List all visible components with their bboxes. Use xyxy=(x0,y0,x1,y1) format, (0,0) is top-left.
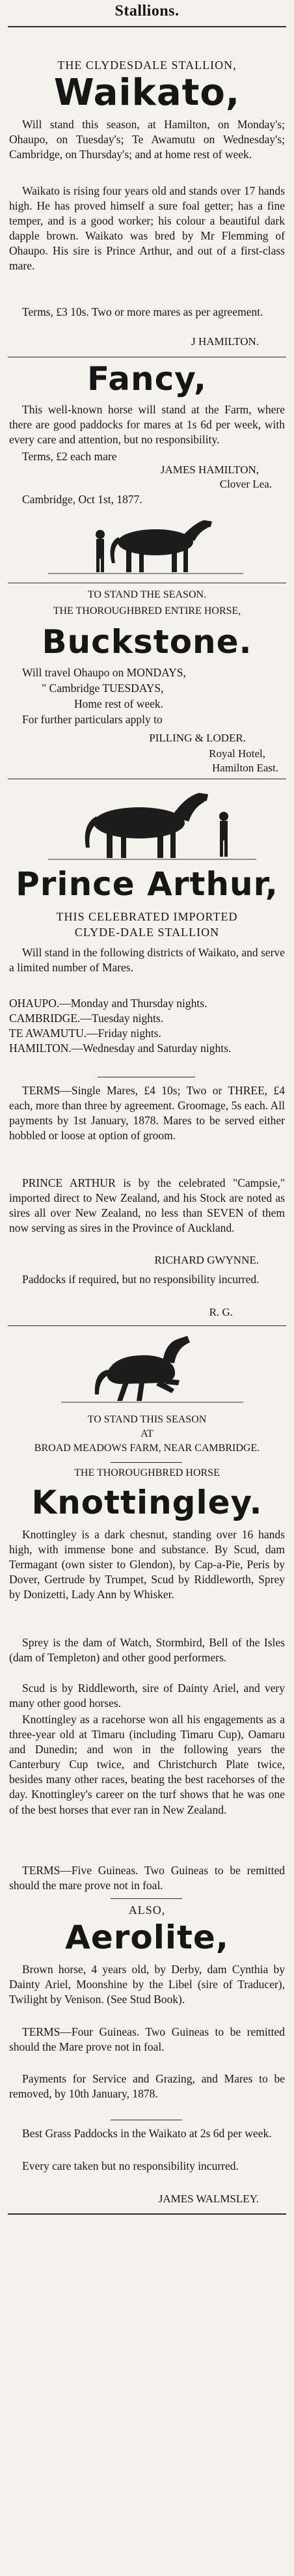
knottingley-terms: TERMS—Five Guineas. Two Guineas to be remitted should the mare prove not in foal. xyxy=(9,1864,285,1892)
prince-arthur-paragraph-2: PRINCE ARTHUR is by the celebrated "Campsie," imported direct to New Zealand, and his Stock are noted as sires all over New Zealand, no less than SEVEN of them now serving as sires in the Province of Auckland. xyxy=(9,1176,285,1235)
section-header: Stallions. xyxy=(114,3,180,20)
waikato-intro: THE CLYDESDALE STALLION, xyxy=(57,59,237,72)
buckstone-signature: PILLING & LODER. xyxy=(149,732,246,744)
knottingley-paragraph-4: Knottingley as a racehorse won all his engagements as a three-year old at Timaru (including Timaru Cup), Oamaru and Dunedin; and won in the following years the Canterbury Cup twice, and Christchurch Plate twice, besides many other races, beating the best racehorses of the day. Knottingley's career on the turf shows that he was one of the best horses that ever ran in New Zealand. xyxy=(9,1713,285,1816)
divider xyxy=(8,2213,286,2215)
horse-with-groom-illustration xyxy=(9,511,285,576)
divider xyxy=(111,1462,182,1463)
buckstone-title: Buckstone. xyxy=(42,623,252,661)
knottingley-paragraph-1: Knottingley is a dark chesnut, standing over 16 hands high, with immense bone and substance. By Scud, dam Termagant (own sister to Glendon), by Cap-a-Pie, Peris by Dover, Gertrude by Trumpet, Scud by Riddleworth, Sprey by Donizetti, Lady Ann by Whisker. xyxy=(9,1528,285,1601)
divider xyxy=(8,1325,286,1326)
buckstone-preamble: TO STAND THE SEASON. xyxy=(87,589,207,600)
waikato-paragraph-1: Will stand this season, at Hamilton, on Monday's; Ohaupo, on Tuesday's; Te Awamutu on Wednesday's; Cambridge, on Thursday's; and at home rest of week. xyxy=(9,118,285,161)
fancy-title: Fancy, xyxy=(87,360,207,398)
aerolite-terms: TERMS—Four Guineas. Two Guineas to be remitted should the Mare prove not in foal. xyxy=(9,2025,285,2054)
buckstone-line-3: Home rest of week. xyxy=(74,697,164,710)
divider xyxy=(111,1898,182,1899)
prince-arthur-district-2: CAMBRIDGE.—Tuesday nights. xyxy=(9,1012,164,1025)
fancy-farm: Clover Lea. xyxy=(219,478,272,490)
prince-arthur-district-4: HAMILTON.—Wednesday and Saturday nights. xyxy=(9,1042,232,1055)
aerolite-title: Aerolite, xyxy=(65,1918,229,1956)
buckstone-address-1: Royal Hotel, xyxy=(209,747,265,760)
buckstone-line-1: Will travel Ohaupo on MONDAYS, xyxy=(22,666,186,679)
horse-with-boy-illustration xyxy=(9,785,285,862)
aerolite-also: ALSO, xyxy=(128,1904,166,1917)
prince-arthur-title: Prince Arthur, xyxy=(16,865,278,903)
prancing-horse-illustration xyxy=(9,1333,285,1405)
prince-arthur-intro-2: CLYDE-DALE STALLION xyxy=(74,926,220,939)
aerolite-paragraph-4: Every care taken but no responsibility incurred. xyxy=(22,2159,239,2172)
knottingley-preamble-4: THE THOROUGHBRED HORSE xyxy=(74,1467,220,1478)
aerolite-paragraph-2: Payments for Service and Grazing, and Mares to be removed, by 10th January, 1878. xyxy=(9,2072,285,2101)
fancy-paragraph: This well-known horse will stand at the Farm, where there are good paddocks for mares at 1s 6d per week, with every care and attention, but no responsibility. xyxy=(9,403,285,447)
waikato-terms: Terms, £3 10s. Two or more mares as per agreement. xyxy=(22,305,263,318)
knottingley-preamble-1: TO STAND THIS SEASON xyxy=(87,1414,207,1425)
fancy-dateline: Cambridge, Oct 1st, 1877. xyxy=(22,493,142,506)
prince-arthur-terms: TERMS—Single Mares, £4 10s; Two or THREE, £4 each, more than three by agreement. Groomage, 5s each. All payments by 1st January, 1878. Mares to be served either hobbled or loose at option of groom. xyxy=(9,1084,285,1143)
knottingley-preamble-3: BROAD MEADOWS FARM, NEAR CAMBRIDGE. xyxy=(34,1443,260,1454)
buckstone-address-2: Hamilton East. xyxy=(212,762,278,774)
waikato-title: Waikato, xyxy=(53,72,241,114)
buckstone-breed: THE THOROUGHBRED ENTIRE HORSE, xyxy=(53,605,241,616)
prince-arthur-paragraph-3: Paddocks if required, but no responsibility incurred. xyxy=(22,1273,260,1286)
waikato-paragraph-2: Waikato is rising four years old and stands over 17 hands high. He has proved himself a sure foal getter; has a fine temper, and is a good worker; his colour a beautiful dark dapple brown. Waikato was bred by Mr Flemming of Ohaupo. His sire is Prince Arthur, and out of a first-class mare. xyxy=(9,184,285,273)
aerolite-paragraph-3: Best Grass Paddocks in the Waikato at 2s 6d per week. xyxy=(22,2127,272,2140)
prince-arthur-initials: R. G. xyxy=(209,1306,233,1318)
fancy-terms: Terms, £2 each mare xyxy=(22,450,117,463)
divider xyxy=(8,26,286,27)
knottingley-paragraph-3: Scud is by Riddleworth, sire of Dainty Ariel, and very many other good horses. xyxy=(9,1682,285,1710)
prince-arthur-signature: RICHARD GWYNNE. xyxy=(154,1254,259,1266)
prince-arthur-paragraph-1: Will stand in the following districts of Waikato, and serve a limited number of Mares. xyxy=(9,946,285,975)
knottingley-paragraph-2: Sprey is the dam of Watch, Stormbird, Bell of the Isles (dam of Templeton) and other good performers. xyxy=(9,1636,285,1665)
knottingley-preamble-2: AT xyxy=(140,1428,154,1439)
aerolite-paragraph-1: Brown horse, 4 years old, by Derby, dam Cynthia by Dainty Ariel, Moonshine by the Libel (sire of Traducer), Twilight by Venison. (See Stud Book). xyxy=(9,1963,285,2006)
knottingley-title: Knottingley. xyxy=(31,1484,263,1521)
waikato-signature: J HAMILTON. xyxy=(191,335,259,348)
buckstone-line-2: " Cambridge TUESDAYS, xyxy=(42,682,164,695)
prince-arthur-district-3: TE AWAMUTU.—Friday nights. xyxy=(9,1027,161,1040)
prince-arthur-district-1: OHAUPO.—Monday and Thursday nights. xyxy=(9,997,207,1010)
aerolite-signature: JAMES WALMSLEY. xyxy=(158,2193,259,2205)
prince-arthur-intro-1: THIS CELEBRATED IMPORTED xyxy=(56,910,238,923)
fancy-signature: JAMES HAMILTON, xyxy=(160,464,259,476)
buckstone-line-4: For further particulars apply to xyxy=(22,713,163,726)
